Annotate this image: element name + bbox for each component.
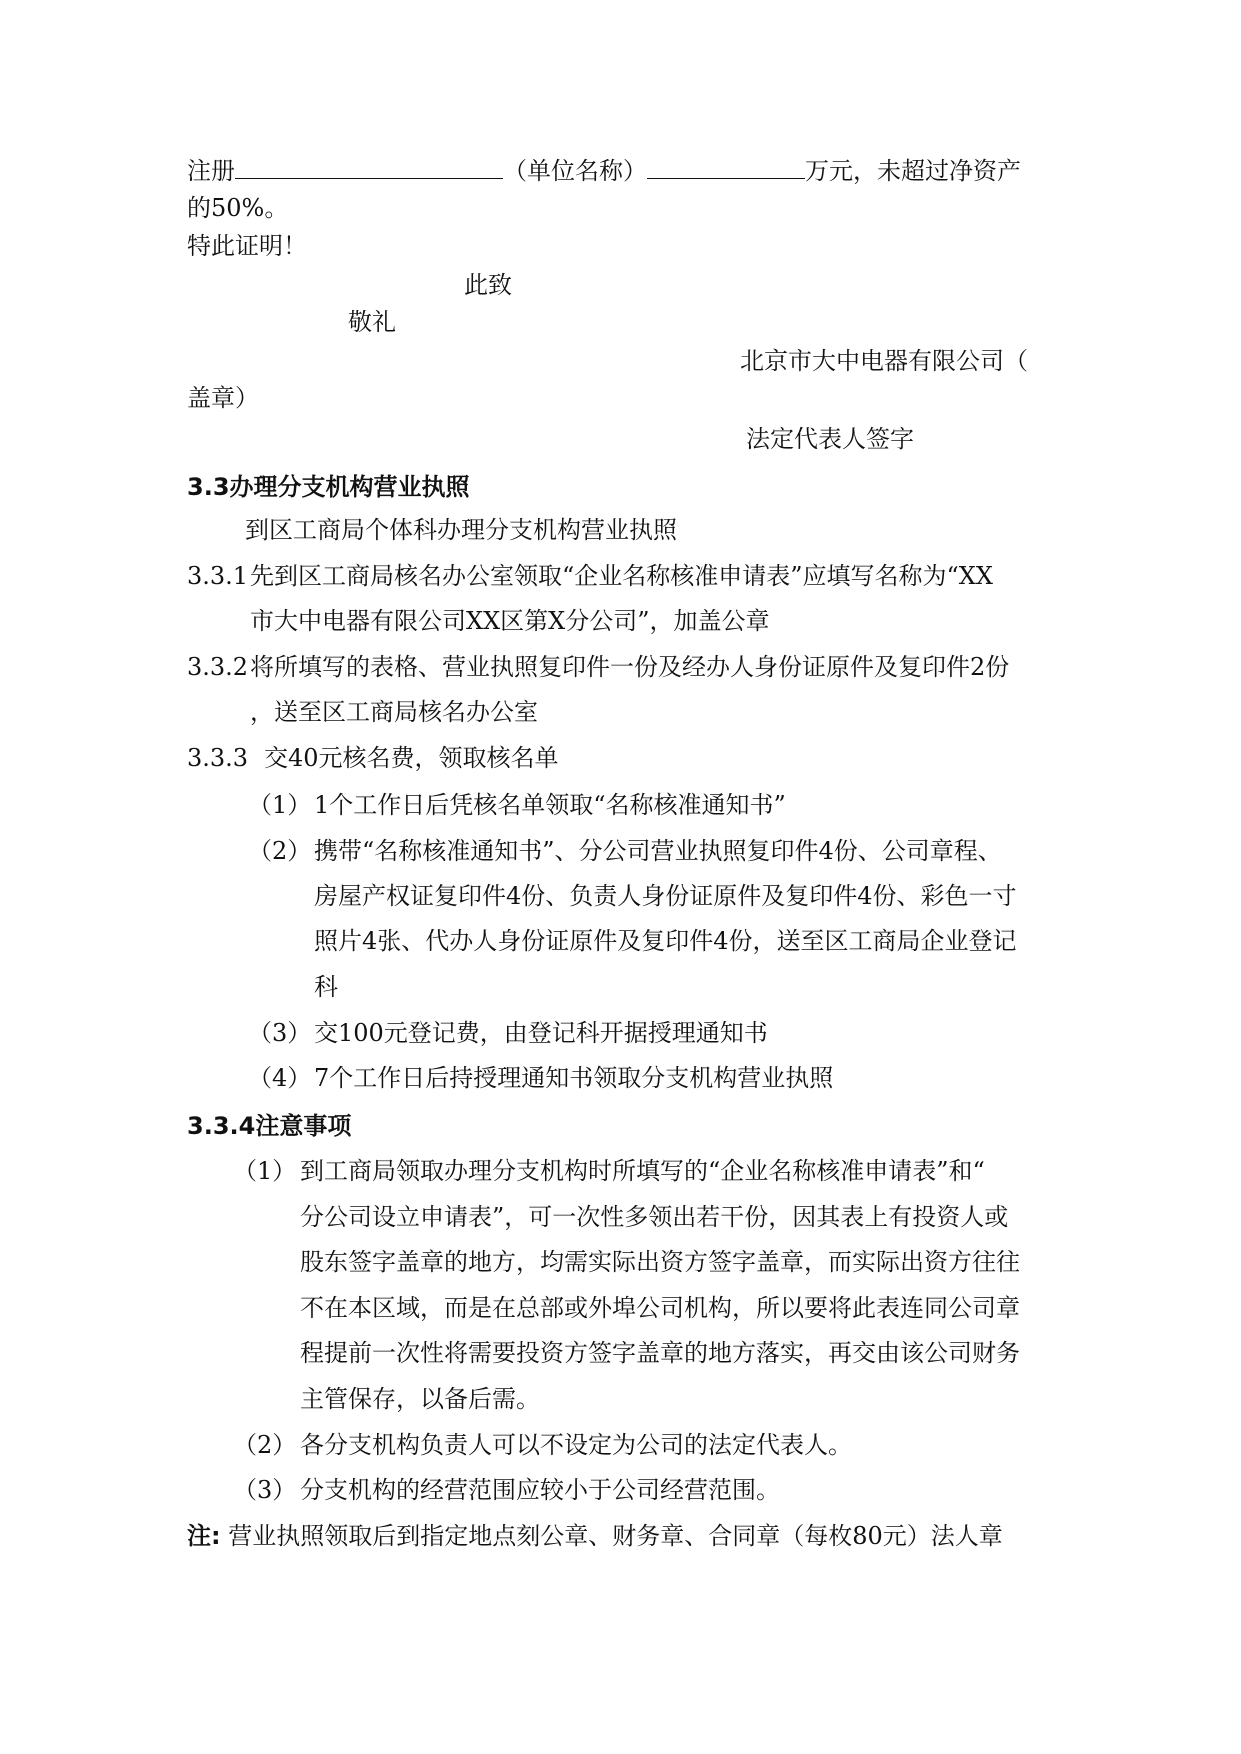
amount-suffix: 万元，未超过净资产: [805, 157, 1021, 185]
salutation-cizhi: 此致: [464, 271, 512, 299]
section-heading-3-3: 3.3办理分支机构营业执照: [187, 473, 470, 501]
step-3-3-2-line-2: ，送至区工商局核名办公室: [250, 698, 538, 726]
certify-line: 特此证明！: [187, 232, 307, 260]
footnote-text: 营业执照领取后到指定地点刻公章、财务章、合同章（每枚80元）法人章: [228, 1522, 1003, 1550]
note-text: 各分支机构负责人可以不设定为公司的法定代表人。: [300, 1431, 852, 1459]
footnote-colon: :: [211, 1522, 221, 1550]
list-item-number: （3）: [248, 1019, 312, 1047]
list-item-number: （1）: [248, 791, 312, 819]
footnote: [187, 1521, 1003, 1551]
note-text: 股东签字盖章的地方，均需实际出资方签字盖章，而实际出资方往往: [300, 1248, 1020, 1276]
section-intro: 到区工商局个体科办理分支机构营业执照: [245, 516, 677, 544]
step-3-3-3-line-1: 交40元核名费，领取核名单: [264, 744, 559, 772]
legal-rep-signature: 法定代表人签字: [746, 425, 914, 453]
list-item-text: 科: [314, 973, 338, 1001]
step-3-3-1-number: 3.3.1: [187, 562, 249, 590]
unit-name-blank: [235, 156, 503, 179]
note-text: 到工商局领取办理分支机构时所填写的“企业名称核准申请表”和“: [300, 1157, 985, 1185]
step-3-3-2-number: 3.3.2: [187, 653, 249, 681]
list-item-number: （2）: [248, 837, 312, 865]
note-text: 分公司设立申请表”，可一次性多领出若干份，因其表上有投资人或: [300, 1203, 1009, 1231]
note-number: （2）: [233, 1431, 297, 1459]
list-item-text: 1个工作日后凭核名单领取“名称核准通知书”: [314, 791, 786, 819]
unit-name-label: （单位名称）: [503, 157, 647, 185]
step-3-3-3-number: 3.3.3: [187, 744, 249, 772]
list-item-text: 携带“名称核准通知书”、分公司营业执照复印件4份、公司章程、: [314, 837, 1002, 865]
list-item-number: （4）: [248, 1064, 312, 1092]
salutation-jingli: 敬礼: [348, 308, 396, 336]
note-text: 不在本区域，而是在总部或外埠公司机构，所以要将此表连同公司章: [300, 1294, 1020, 1322]
amount-blank: [647, 156, 805, 179]
company-name: 北京市大中电器有限公司（: [740, 347, 1028, 375]
note-text: 主管保存，以备后需。: [300, 1385, 540, 1413]
note-number: （3）: [233, 1476, 297, 1504]
note-text: 程提前一次性将需要投资方签字盖章的地方落实，再交由该公司财务: [300, 1339, 1020, 1367]
stamp-note: 盖章）: [187, 384, 259, 412]
percentage-line: 的50%。: [187, 194, 289, 222]
step-3-3-1-line-2: 市大中电器有限公司XX区第X分公司”，加盖公章: [250, 607, 770, 635]
step-3-3-2-line-1: 将所填写的表格、营业执照复印件一份及经办人身份证原件及复印件2份: [250, 653, 1010, 681]
registration-line: [187, 156, 1021, 186]
registration-label: 注册: [187, 157, 235, 185]
note-text: 分支机构的经营范围应较小于公司经营范围。: [300, 1476, 780, 1504]
step-3-3-1-line-1: 先到区工商局核名办公室领取“企业名称核准申请表”应填写名称为“XX: [250, 562, 993, 590]
list-item-text: 照片4张、代办人身份证原件及复印件4份，送至区工商局企业登记: [314, 927, 1017, 955]
footnote-label: 注: [187, 1522, 211, 1550]
note-number: （1）: [233, 1157, 297, 1185]
list-item-text: 交100元登记费，由登记科开据授理通知书: [314, 1019, 768, 1047]
section-heading-3-3-4: 3.3.4注意事项: [187, 1112, 352, 1140]
list-item-text: 房屋产权证复印件4份、负责人身份证原件及复印件4份、彩色一寸: [314, 882, 1017, 910]
list-item-text: 7个工作日后持授理通知书领取分支机构营业执照: [314, 1064, 834, 1092]
